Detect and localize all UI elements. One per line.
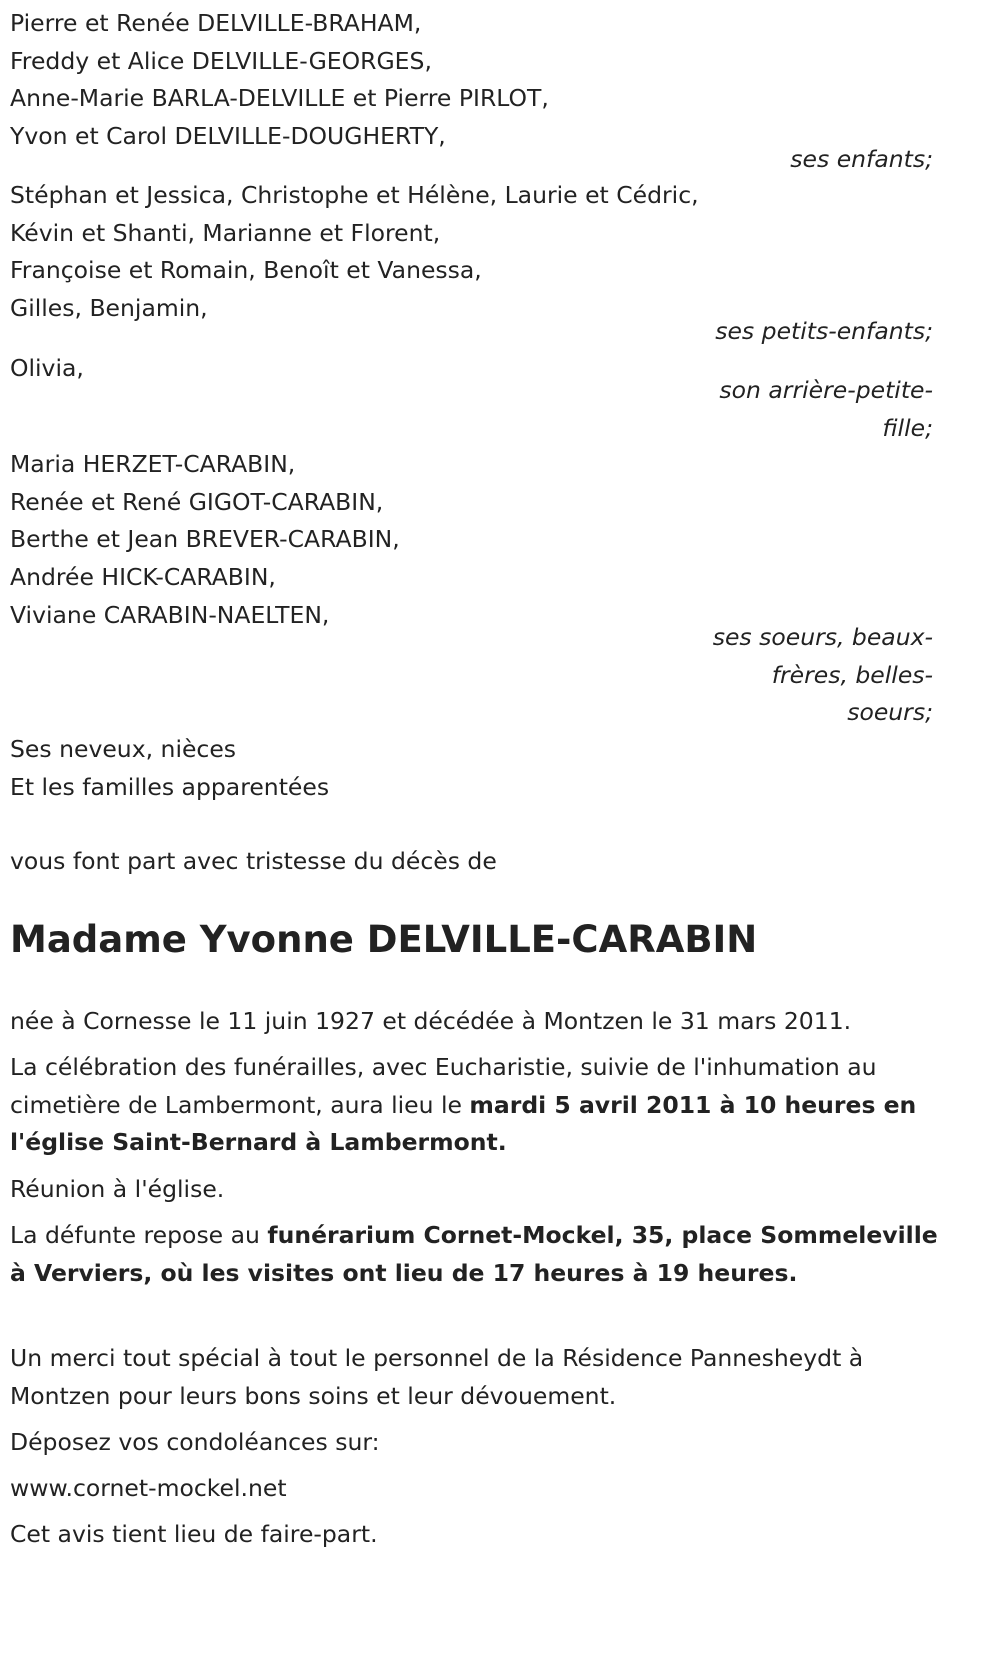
sibling-line: Renée et René GIGOT-CARABIN, bbox=[10, 487, 384, 516]
sibling-line: Viviane CARABIN-NAELTEN, bbox=[10, 600, 330, 629]
siblings-list bbox=[10, 446, 990, 635]
others-line: Ses neveux, nièces bbox=[10, 735, 237, 763]
others-list bbox=[10, 731, 990, 806]
website-link[interactable]: www.cornet-mockel.net bbox=[10, 1474, 287, 1502]
grandchild-line: Stéphan et Jessica, Christophe et Hélène, Laurie et Cédric, bbox=[10, 181, 699, 209]
siblings-relation: ses soeurs, beaux- frères, belles- soeurs; bbox=[712, 623, 933, 727]
notice: Cet avis tient lieu de faire-part. bbox=[10, 1520, 378, 1548]
grandchild-line: Gilles, Benjamin, bbox=[10, 294, 208, 323]
sibling-line: Berthe et Jean BREVER-CARABIN, bbox=[10, 525, 400, 554]
funeral-details: mardi 5 avril 2011 à 10 heures en l'église Saint-Bernard à Lambermont. bbox=[10, 1090, 917, 1157]
announcement: vous font part avec tristesse du décès de bbox=[10, 847, 497, 875]
sibling-line: Andrée HICK-CARABIN, bbox=[10, 563, 276, 592]
others-line: Et les familles apparentées bbox=[10, 772, 330, 801]
children-list bbox=[10, 5, 990, 156]
child-line: Pierre et Renée DELVILLE-BRAHAM, bbox=[10, 9, 422, 37]
repose-paragraph: La défunte repose au funérarium Cornet-Mockel, 35, place Sommeleville à Verviers, où les visites ont lieu de 17 heures à 19 heures. bbox=[10, 1221, 938, 1287]
meeting: Réunion à l'église. bbox=[10, 1175, 225, 1203]
sibling-line: Maria HERZET-CARABIN, bbox=[10, 450, 296, 478]
repose-details: funérarium Cornet-Mockel, 35, place Sommeleville à Verviers, où les visites ont lieu de 17 heures à 19 heures. bbox=[10, 1221, 938, 1287]
grandchildren-list bbox=[10, 177, 990, 328]
great-grandchild-relation: son arrière-petite- fille; bbox=[719, 376, 933, 442]
grandchild-line: Françoise et Romain, Benoît et Vanessa, bbox=[10, 256, 482, 285]
grandchild-line: Kévin et Shanti, Marianne et Florent, bbox=[10, 218, 441, 247]
condolences-label: Déposez vos condoléances sur: bbox=[10, 1428, 380, 1456]
thanks: Un merci tout spécial à tout le personnel de la Résidence Pannesheydt à Montzen pour leurs bons soins et leur dévouement. bbox=[10, 1344, 864, 1410]
child-line: Yvon et Carol DELVILLE-DOUGHERTY, bbox=[10, 122, 446, 151]
grandchildren-relation: ses petits-enfants; bbox=[715, 317, 933, 345]
great-grandchild-line: Olivia, bbox=[10, 354, 84, 382]
children-relation: ses enfants; bbox=[790, 145, 933, 173]
deceased-name: Madame Yvonne DELVILLE-CARABIN bbox=[10, 918, 758, 961]
child-line: Anne-Marie BARLA-DELVILLE et Pierre PIRLOT, bbox=[10, 84, 549, 113]
child-line: Freddy et Alice DELVILLE-GEORGES, bbox=[10, 46, 432, 75]
funeral-paragraph: La célébration des funérailles, avec Eucharistie, suivie de l'inhumation au cimetière de Lambermont, aura lieu le mardi 5 avril 2011 à 10 heures en l'église Saint-Bernard à Lambermont. bbox=[10, 1053, 917, 1157]
birth-death: née à Cornesse le 11 juin 1927 et décédée à Montzen le 31 mars 2011. bbox=[10, 1007, 852, 1035]
